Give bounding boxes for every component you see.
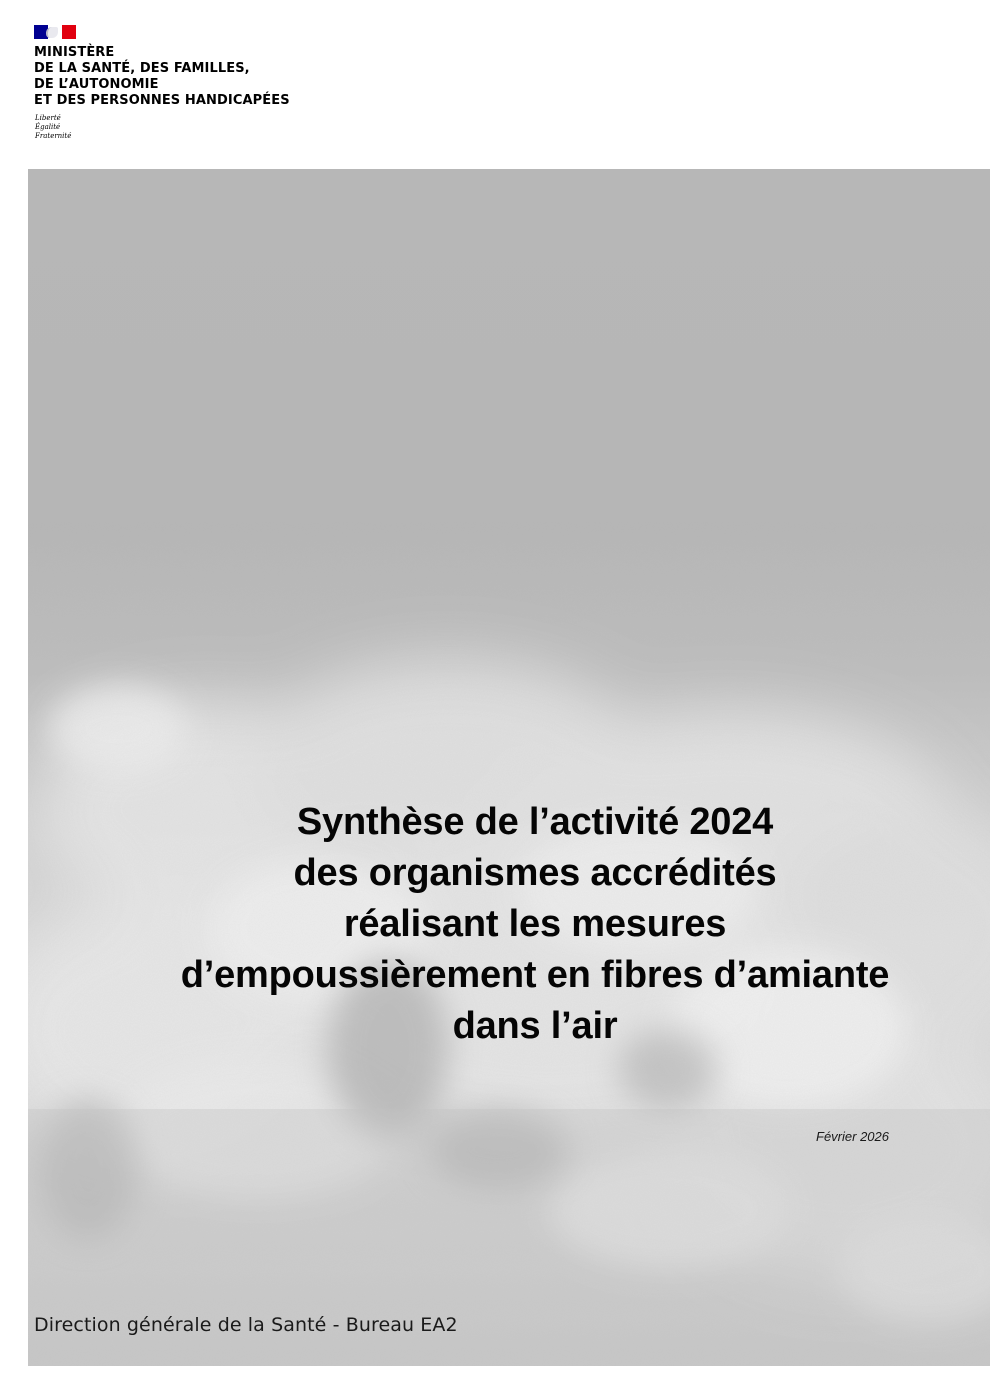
ministry-line: DE LA SANTÉ, DES FAMILLES, [34,61,250,76]
publication-date: Février 2026 [816,1129,889,1144]
marianne-logo-icon [34,25,76,39]
republic-motto [35,114,71,141]
motto-line: Fraternité [35,132,72,140]
title-line: dans l’air [452,1005,618,1047]
ministry-line: ET DES PERSONNES HANDICAPÉES [34,93,290,108]
motto-line: Liberté [35,114,61,122]
document-title [28,797,990,1052]
ministry-line: DE L’AUTONOMIE [34,77,159,92]
asbestos-fibres-photo [28,169,990,1366]
title-line: des organismes accrédités [293,852,777,894]
title-line: Synthèse de l’activité 2024 [296,801,774,843]
author-directorate: Direction générale de la Santé - Bureau EA2 [34,1314,458,1336]
title-line: réalisant les mesures [343,903,727,945]
ministry-line: MINISTÈRE [34,45,115,60]
title-line: d’empoussièrement en fibres d’amiante [180,954,890,996]
motto-line: Égalité [35,123,61,131]
cover-image [28,169,990,1366]
ministry-name [34,45,290,109]
